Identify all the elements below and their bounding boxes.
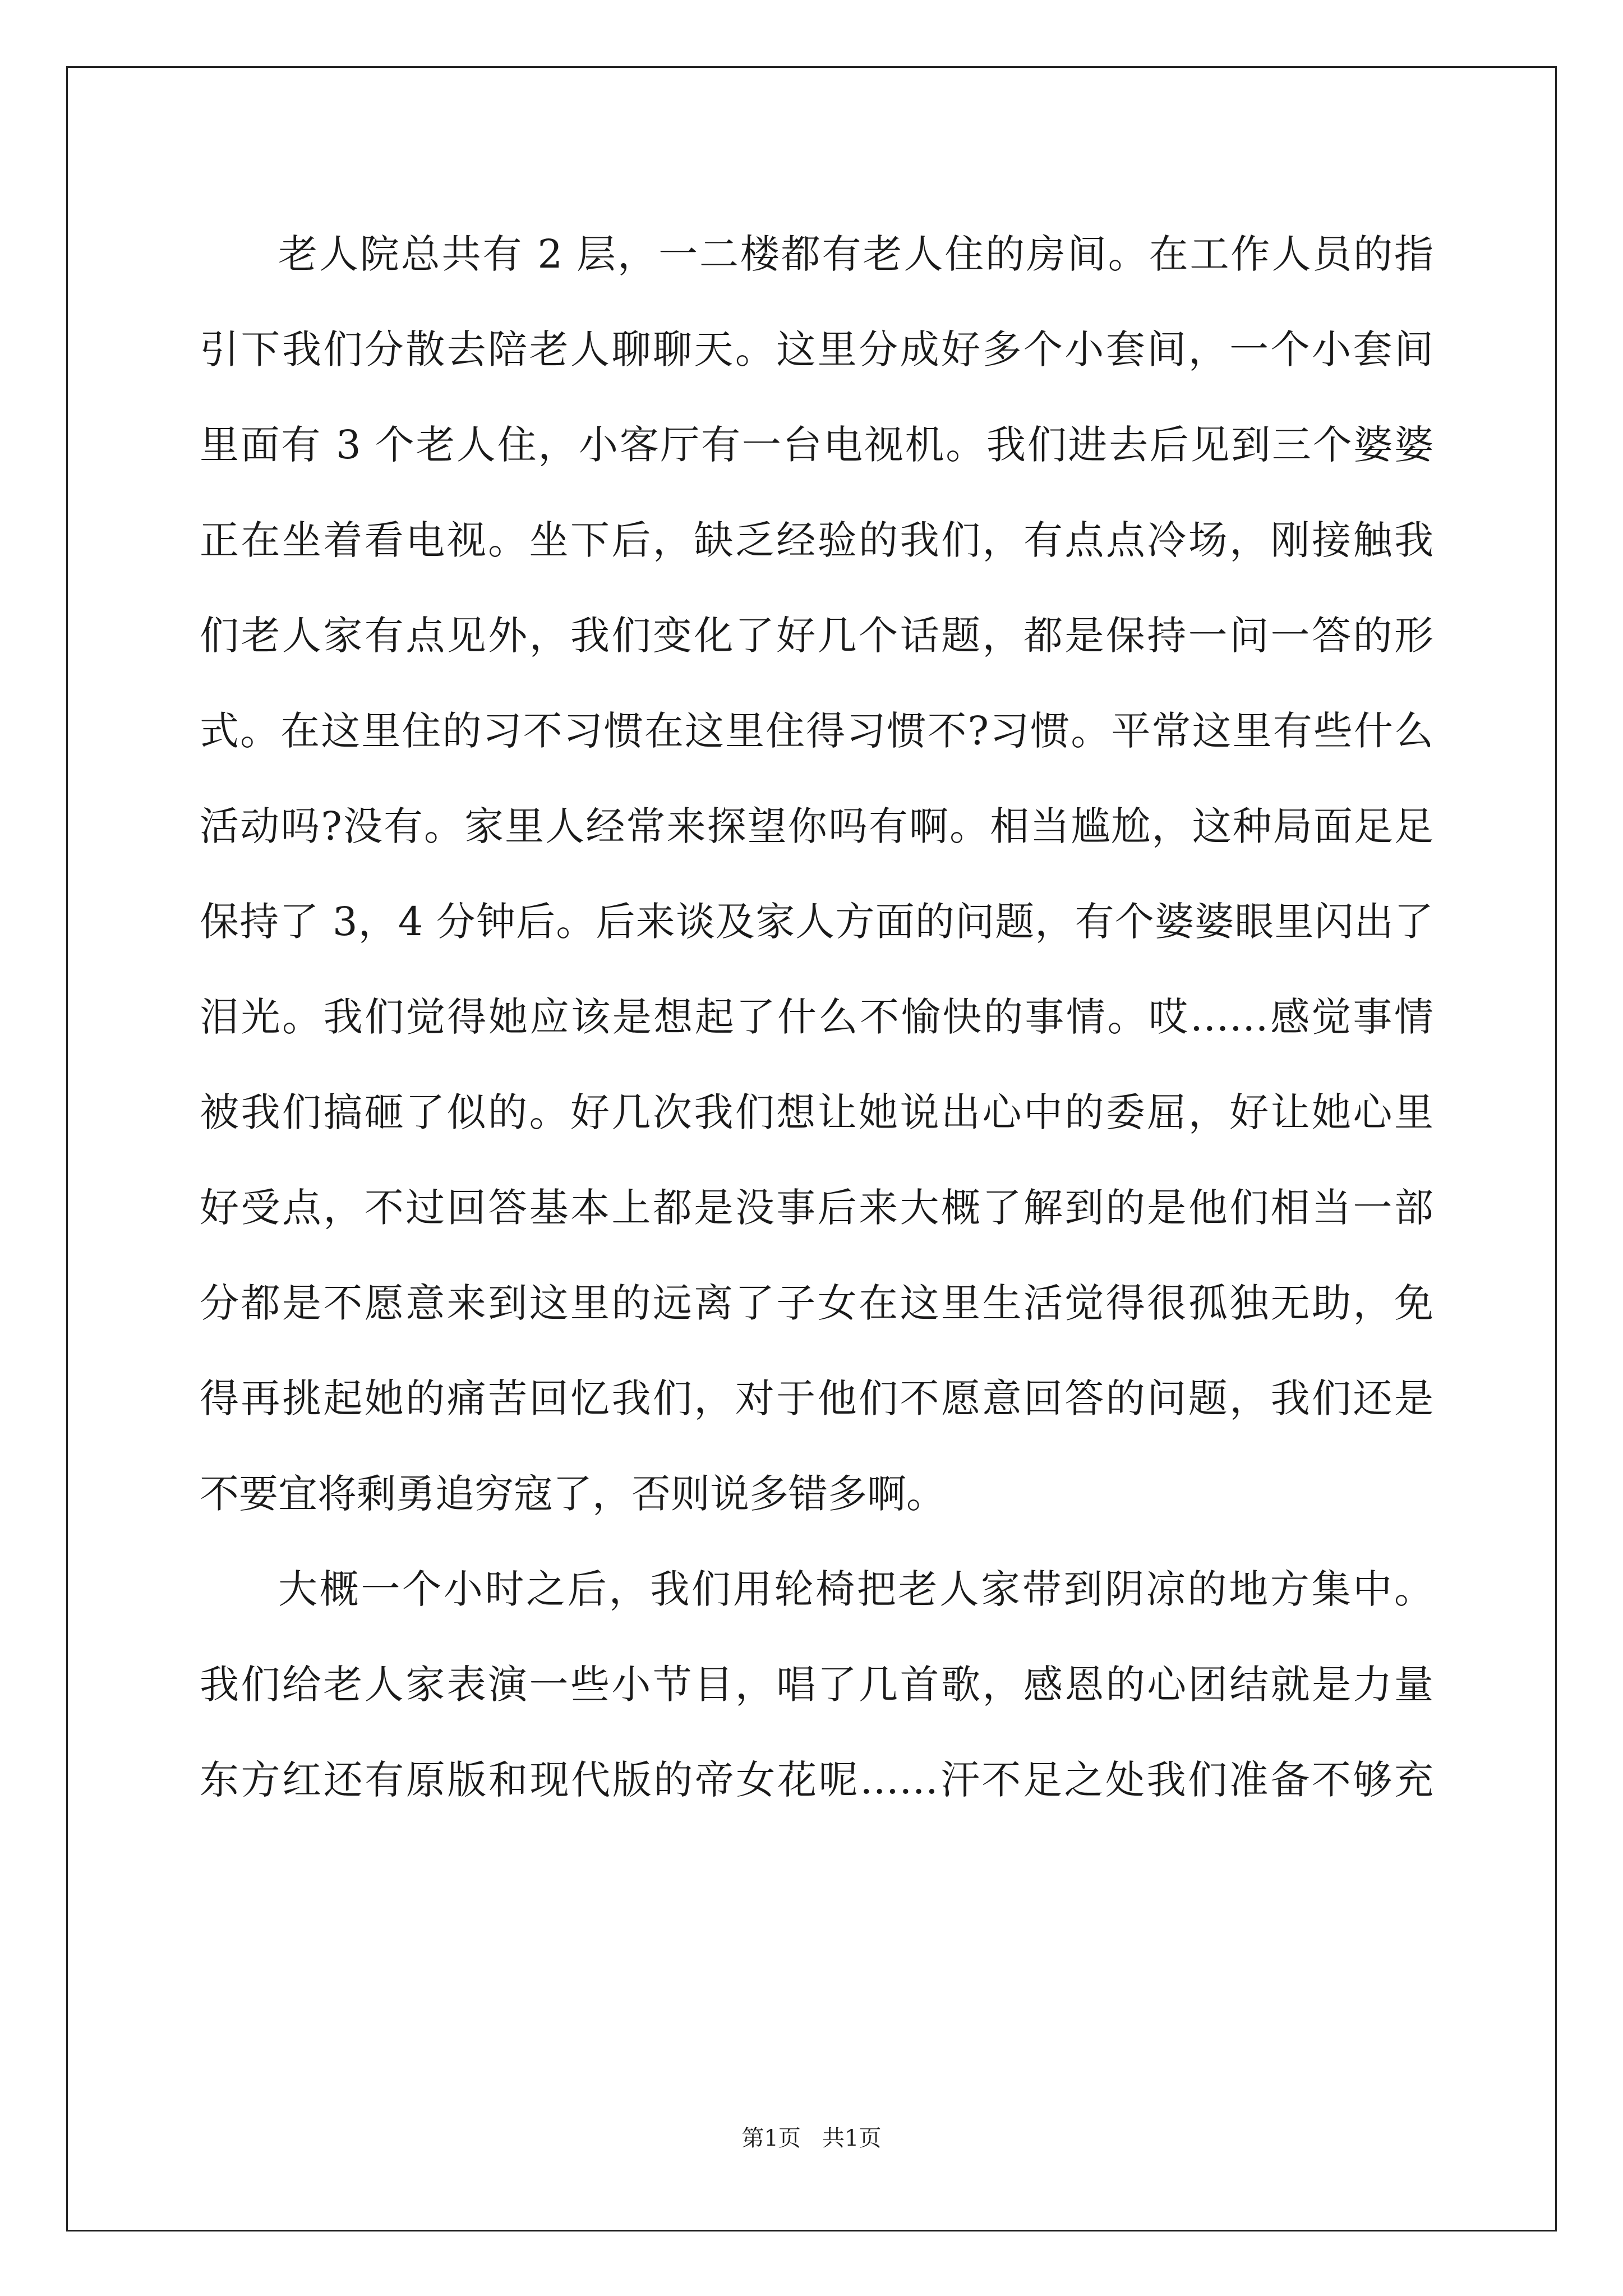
- text-line: 东方红还有原版和现代版的帝女花呢……汗不足之处我们准备不够充: [200, 1757, 1433, 1803]
- text-line: 老人院总共有 2 层，一二楼都有老人住的房间。在工作人员的指: [278, 231, 1433, 277]
- text-line: 活动吗?没有。家里人经常来探望你吗有啊。相当尴尬，这种局面足足: [200, 803, 1433, 849]
- text-line: 我们给老人家表演一些小节目，唱了几首歌，感恩的心团结就是力量: [200, 1662, 1433, 1708]
- text-line: 分都是不愿意来到这里的远离了子女在这里生活觉得很孤独无助，免: [200, 1280, 1433, 1326]
- text-line: 里面有 3 个老人住，小客厅有一台电视机。我们进去后见到三个婆婆: [200, 422, 1433, 468]
- text-line: 保持了 3，4 分钟后。后来谈及家人方面的问题，有个婆婆眼里闪出了: [200, 899, 1433, 945]
- page-footer: 第1页 共1页: [741, 2125, 882, 2151]
- text-line: 正在坐着看电视。坐下后，缺乏经验的我们，有点点冷场，刚接触我: [200, 517, 1433, 563]
- text-line: 不要宜将剩勇追穷寇了，否则说多错多啊。: [200, 1471, 946, 1517]
- text-line: 被我们搞砸了似的。好几次我们想让她说出心中的委屈，好让她心里: [200, 1089, 1433, 1135]
- text-line: 引下我们分散去陪老人聊聊天。这里分成好多个小套间，一个小套间: [200, 326, 1433, 372]
- text-line: 大概一个小时之后，我们用轮椅把老人家带到阴凉的地方集中。: [278, 1566, 1433, 1612]
- text-line: 们老人家有点见外，我们变化了好几个话题，都是保持一问一答的形: [200, 613, 1433, 659]
- text-line: 泪光。我们觉得她应该是想起了什么不愉快的事情。哎……感觉事情: [200, 994, 1433, 1040]
- text-line: 式。在这里住的习不习惯在这里住得习惯不?习惯。平常这里有些什么: [200, 708, 1433, 754]
- page-border: [66, 66, 1557, 2231]
- text-line: 得再挑起她的痛苦回忆我们，对于他们不愿意回答的问题，我们还是: [200, 1375, 1433, 1421]
- text-line: 好受点，不过回答基本上都是没事后来大概了解到的是他们相当一部: [200, 1185, 1433, 1231]
